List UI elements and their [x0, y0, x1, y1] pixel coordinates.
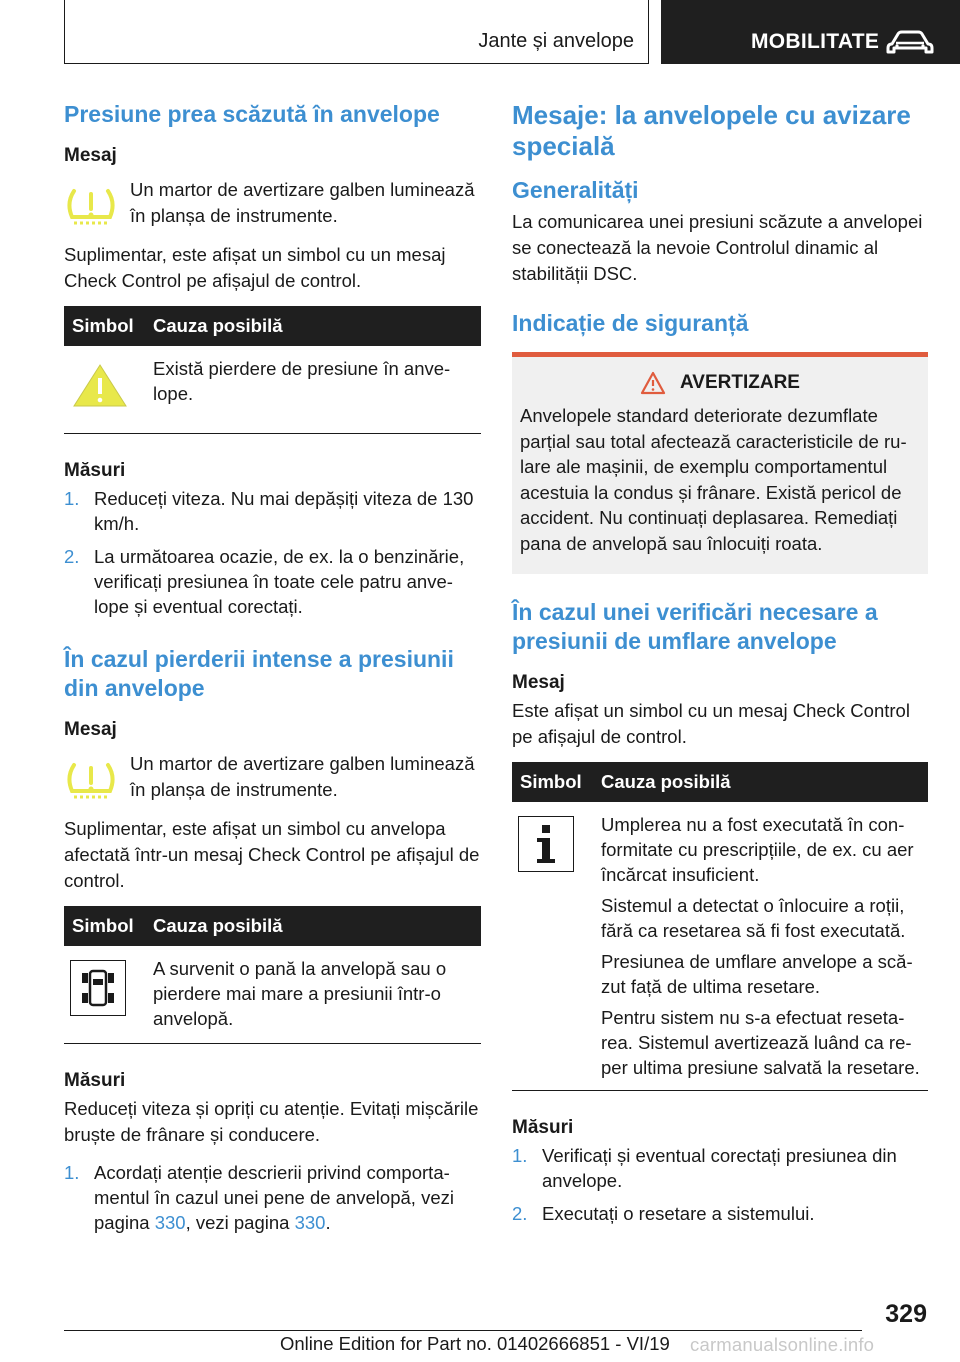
list-item: 2. Executați o resetare a sistemului. — [512, 1203, 815, 1224]
warning-light-message — [64, 177, 481, 234]
section-title-special-tires: Mesaje: la anvelopele cu avizare specială — [512, 100, 911, 161]
watermark: carmanualsonline.info — [690, 1334, 875, 1355]
table-header-cause: Cauza posibilă — [153, 915, 283, 936]
actions-label: Măsuri — [64, 1070, 126, 1091]
subsection-title-general: Generalități — [512, 177, 639, 203]
table-cell-cause: Umplerea nu a fost executată în conformitate cu prescripțiile, de ex. cu aer încărcat insuficient. — [601, 814, 914, 885]
warning-triangle-icon — [640, 371, 666, 395]
actions-label: Măsuri — [64, 460, 126, 481]
page-link[interactable]: 330 — [154, 1212, 186, 1233]
footer-edition: Online Edition for Part no. 01402666851 - VI/19 — [280, 1333, 670, 1354]
table-header-symbol: Simbol — [72, 315, 134, 336]
steps-list — [64, 1160, 481, 1235]
header-chapter-title: MOBILITATE — [751, 30, 880, 53]
car-tire-status-icon — [70, 960, 126, 1016]
tire-pressure-warning-icon — [64, 759, 118, 803]
table-row — [512, 802, 928, 1091]
section-title-low-pressure: Presiune prea scăzută în anvelope — [64, 101, 440, 127]
header-chapter-box — [661, 0, 960, 64]
warning-title: AVERTIZARE — [680, 372, 800, 393]
actions-label: Măsuri — [512, 1117, 574, 1138]
table-cell-cause: A survenit o pană la anvelopă sau o pierdere mai mare a presiunii într-o anvelopă. — [153, 958, 447, 1029]
tire-pressure-warning-icon — [64, 185, 118, 229]
warning-light-message — [64, 751, 481, 808]
warning-text: Anvelopele standard deteriorate dezumflate parțial sau total afectează caracteristicile de rulare ale mașinii, de exemplu comportamentul acestuia la condus și frânare. Există pericol de accident. Nu continuați deplasarea. Remediați pana de anvelopă sau înlocuiți roata. — [520, 405, 907, 554]
paragraph: Suplimentar, este afișat un simbol cu anvelopa afectată într-un mesaj Check Control pe afișajul de control. — [64, 818, 480, 891]
paragraph: Suplimentar, este afișat un simbol cu un mesaj Check Control pe afișajul de control. — [64, 244, 446, 291]
page-link[interactable]: 330 — [294, 1212, 326, 1233]
symbol-table — [64, 306, 481, 434]
table-cell-cause: Există pierdere de presiune în anvelope. — [153, 358, 451, 404]
message-text: Un martor de avertizare galben luminează în planșa de instrumente. — [130, 179, 475, 226]
table-header-cause: Cauza posibilă — [153, 315, 283, 336]
table-header-symbol: Simbol — [72, 915, 134, 936]
message-label: Mesaj — [64, 145, 117, 166]
table-row — [64, 946, 481, 1044]
warning-triangle-icon — [70, 360, 130, 410]
message-text: Un martor de avertizare galben luminează în planșa de instrumente. — [130, 753, 475, 800]
table-cell-cause: Sistemul a detectat o înlocuire a roții, fără ca resetarea să fi fost executată. — [601, 895, 906, 941]
symbol-table — [64, 906, 481, 1044]
list-item: 1. Verificați și eventual corectați presiunea din anvelope. — [512, 1145, 897, 1191]
section-title-intense-loss: În cazul pierderii intense a presiunii din anvelope — [64, 646, 454, 701]
car-icon — [886, 28, 934, 56]
subsection-title-safety: Indicație de siguranță — [512, 310, 749, 336]
paragraph: La comunicarea unei presiuni scăzute a anvelopei se conectează la nevoie Controlul dinamic al stabilității DSC. — [512, 211, 923, 284]
message-label: Mesaj — [64, 719, 117, 740]
footer-divider — [64, 1330, 862, 1331]
header-section-box — [64, 0, 649, 64]
page-number: 329 — [885, 1300, 927, 1328]
list-item: 1. Acordați atenție descrierii privind comportamentul în cazul unei pene de anvelopă, vezi pagina 330, vezi pagina 330. — [64, 1162, 454, 1233]
paragraph: Este afișat un simbol cu un mesaj Check Control pe afișajul de control. — [512, 700, 910, 747]
list-item: 1. Reduceți viteza. Nu mai depășiți viteza de 130 km/h. — [64, 488, 474, 534]
info-icon — [518, 816, 574, 872]
subsection-title-check: În cazul unei verificări necesare a presiunii de umflare anvelope — [512, 599, 878, 654]
warning-box — [512, 352, 928, 574]
steps-list — [64, 486, 481, 619]
table-cell-cause: Pentru sistem nu s-a efectuat resetarea. Sistemul avertizează luând ca reper ultima presiune salvată la resetare. — [601, 1007, 920, 1078]
symbol-table — [512, 762, 928, 1091]
header-section-title: Jante și anvelope — [478, 30, 634, 52]
list-item: 2. La următoarea ocazie, de ex. la o benzinărie, verificați presiunea în toate cele patru anvelope și eventual corectați. — [64, 546, 465, 617]
paragraph: Reduceți viteza și opriți cu atenție. Evitați mișcările bruște de frânare și conducere. — [64, 1098, 479, 1145]
steps-list — [512, 1143, 928, 1226]
table-header-symbol: Simbol — [520, 771, 582, 792]
left-column — [64, 100, 481, 1243]
right-column — [512, 100, 928, 1234]
message-label: Mesaj — [512, 672, 565, 693]
table-cell-cause: Presiunea de umflare anvelope a scăzut față de ultima resetare. — [601, 951, 913, 997]
table-header-cause: Cauza posibilă — [601, 771, 731, 792]
table-row — [64, 346, 481, 434]
